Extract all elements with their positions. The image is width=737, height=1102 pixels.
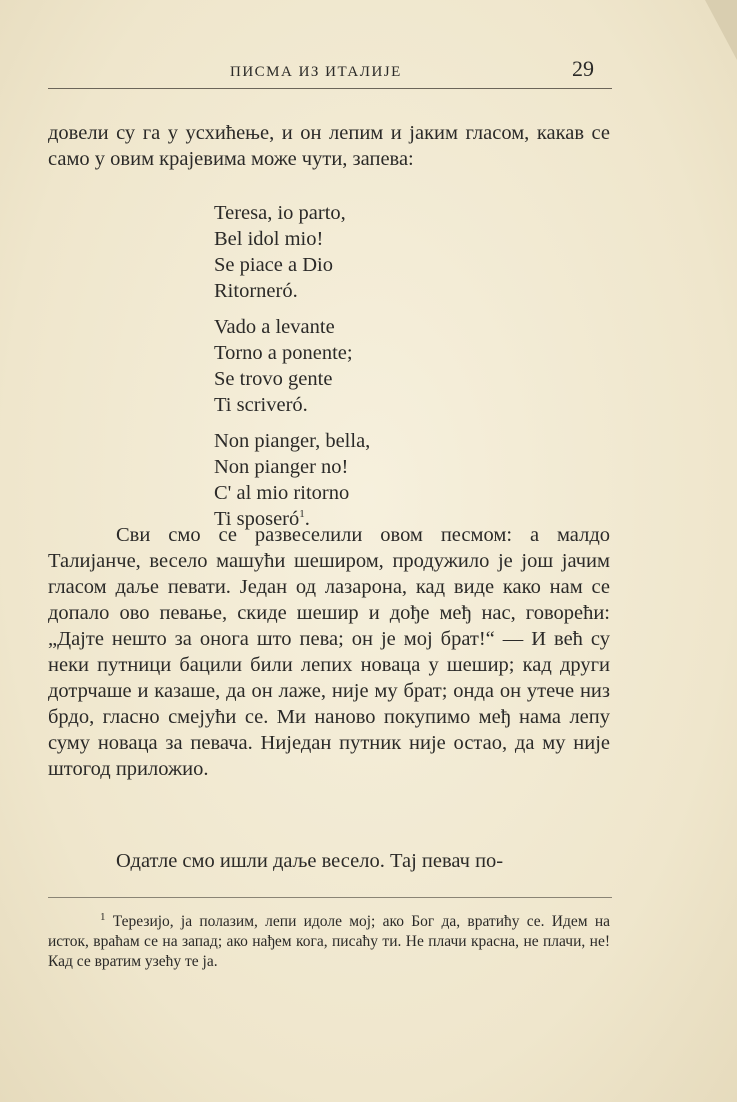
poem-line-last: Ti sposeró$^1$. bbox=[214, 508, 310, 530]
poem-line: Ti scriveró. bbox=[214, 394, 308, 416]
footnote bbox=[48, 912, 610, 972]
poem-stanza-3 bbox=[214, 428, 370, 532]
paragraph-continuation: Одатле смо ишли даље весело. Тај певач по- bbox=[116, 850, 504, 872]
poem-line: Non pianger, bella, bbox=[214, 430, 371, 452]
poem-line: Se trovo gente bbox=[214, 368, 333, 390]
poem-stanza-2 bbox=[214, 314, 370, 418]
poem-line: C' al mio ritorno bbox=[214, 482, 350, 504]
paragraph-main: Сви смо се развеселили овом песмом: а малдо Талијанче, весело машући шеширом, продужило је још јачим гласом даље певати. Један од лазарона, кад виде како нам се допало ово певање, скиде шешир и дође међ нас, говорећи: „Дајте нешто за онога што пева; он је мој брат!“ — И већ су неки путници бацили били лепих новаца у шешир; кад други дотрчаше и казаше, да он лаже, није му брат; онда он утече низ брдо, гласно смејући се. Ми наново покупимо међ нама лепу суму новаца за певача. Ниједан путник није остао, да му није штогод приложио. bbox=[48, 524, 610, 780]
poem-line: Vado a levante bbox=[214, 316, 335, 338]
poem-line: Ritorneró. bbox=[214, 280, 298, 302]
poem-stanza-1 bbox=[214, 200, 370, 304]
footnote-ref: 1 bbox=[299, 508, 305, 521]
footnote-rule bbox=[48, 897, 612, 898]
header-rule bbox=[48, 88, 612, 89]
poem-line: Teresa, io parto, bbox=[214, 202, 346, 224]
page-number: 29 bbox=[572, 56, 594, 81]
poem-line: Se piace a Dio bbox=[214, 254, 333, 276]
footnote-text: Терезијо, ја полазим, лепи идоле мој; ако Бог да, вратићу се. Идем на исток, враћам се на запад; ако нађем кога, писаћу ти. Не плачи красна, не плачи, не! Кад се вратим узећу те ја. bbox=[48, 913, 610, 970]
poem-line: Bel idol mio! bbox=[214, 228, 324, 250]
poem-line: Torno a ponente; bbox=[214, 342, 353, 364]
paragraph-intro: довели су га у усхићење, и он лепим и јаким гласом, какав се само у овим крајевима може чути, запева: bbox=[48, 122, 610, 170]
folded-corner bbox=[705, 0, 737, 60]
running-title: ПИСМА ИЗ ИТАЛИЈЕ bbox=[230, 64, 402, 80]
poem-line: Non pianger no! bbox=[214, 456, 349, 478]
poem bbox=[214, 200, 370, 542]
footnote-marker: 1 bbox=[100, 910, 106, 923]
page-header bbox=[48, 56, 608, 84]
poem-line-text: Ti sposeró bbox=[214, 508, 300, 530]
